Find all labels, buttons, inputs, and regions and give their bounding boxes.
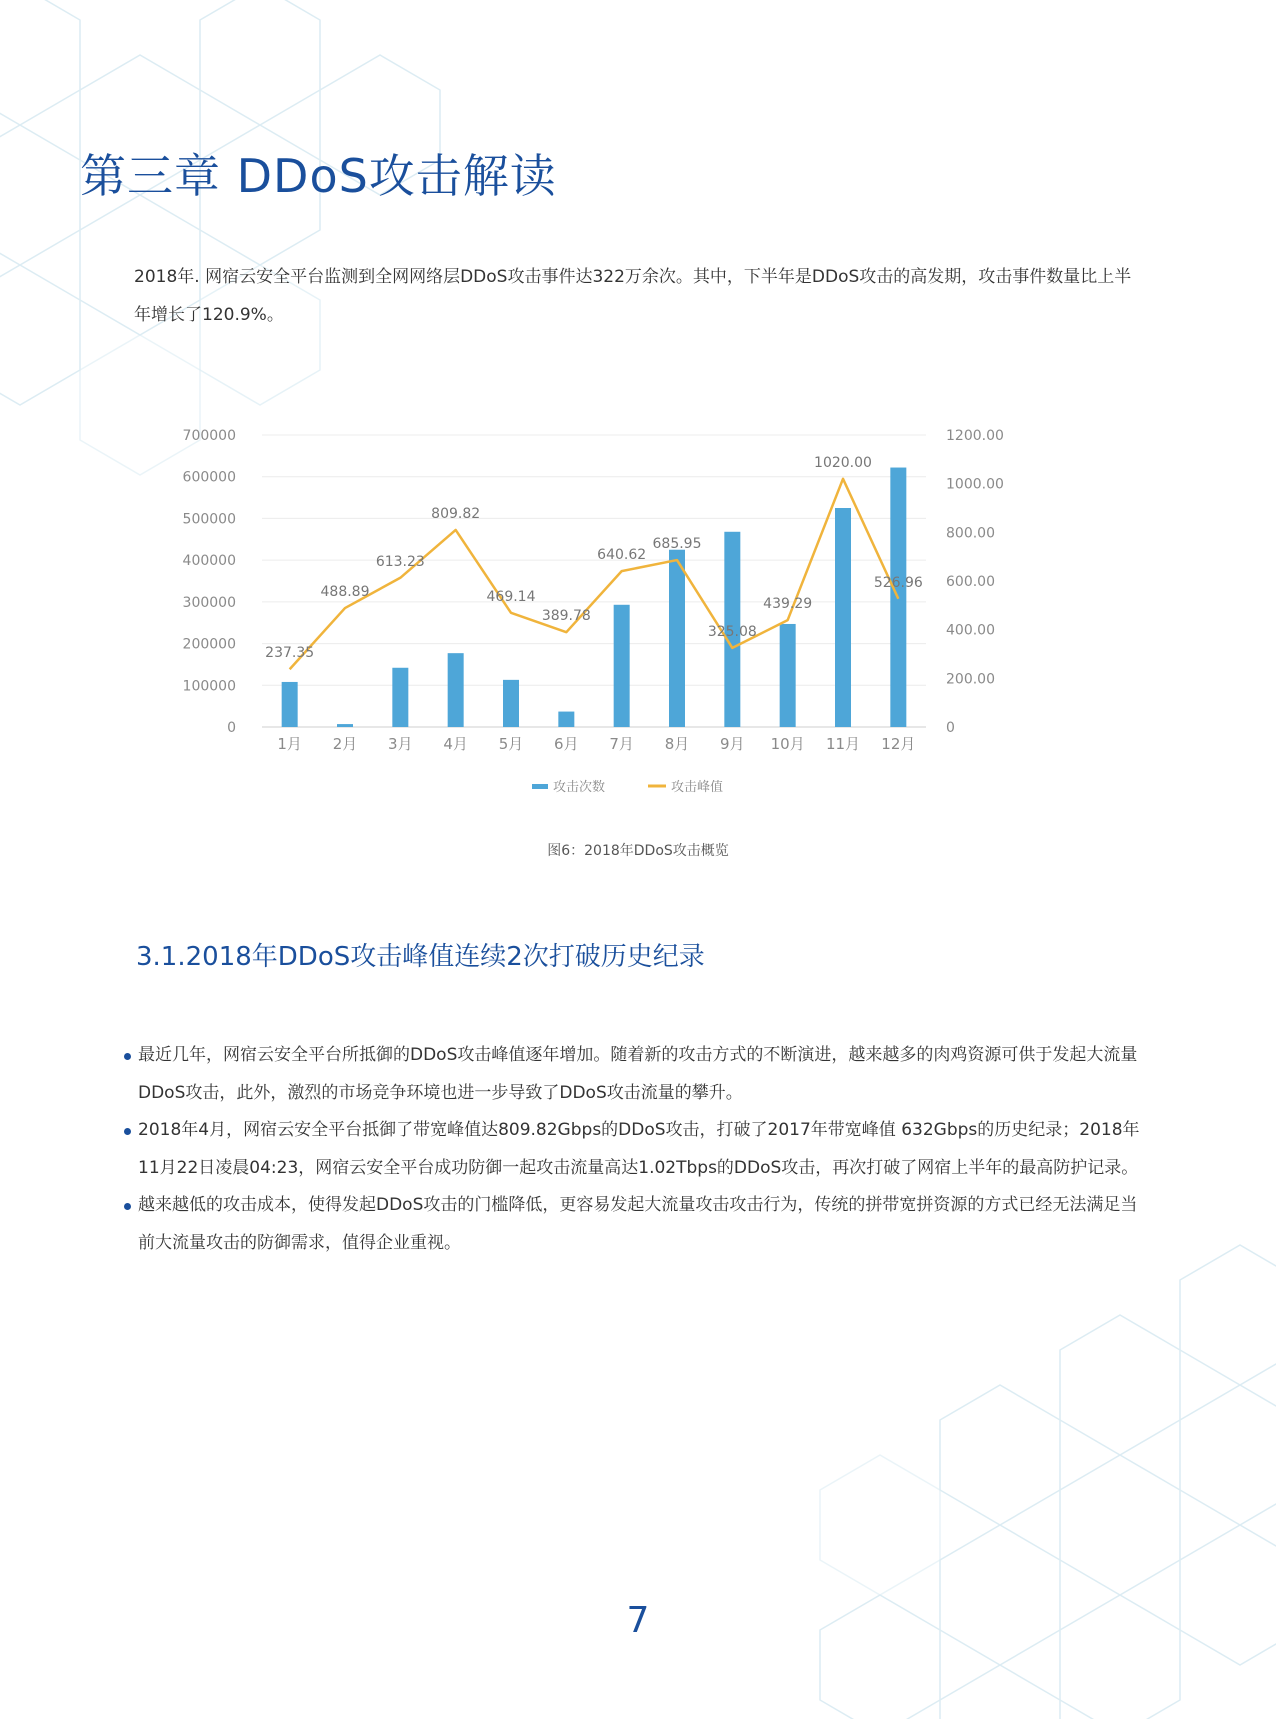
- right-tick-label: 200.00: [946, 671, 995, 688]
- left-tick-label: 600000: [182, 469, 236, 486]
- right-tick-label: 400.00: [946, 622, 995, 639]
- bar-11月: [835, 508, 851, 727]
- bar-4月: [448, 653, 464, 727]
- x-tick-label: 4月: [443, 735, 468, 753]
- data-label: 488.89: [320, 584, 370, 601]
- x-tick-label: 5月: [498, 735, 524, 753]
- x-tick-label: 8月: [664, 735, 690, 753]
- bullet-list: [124, 1037, 1144, 1262]
- data-label: 325.08: [707, 623, 757, 640]
- bullet-item: [124, 1112, 1144, 1187]
- right-tick-label: 1000.00: [946, 476, 1004, 493]
- left-tick-label: 0: [227, 720, 236, 736]
- left-tick-label: 400000: [182, 553, 236, 570]
- data-label: 613.23: [375, 553, 425, 570]
- x-tick-label: 1月: [277, 735, 302, 753]
- data-label: 237.35: [265, 645, 315, 662]
- x-tick-label: 2月: [332, 735, 358, 753]
- right-axis-ticks: [946, 428, 1004, 736]
- data-label: 685.95: [652, 536, 702, 553]
- data-label: 389.78: [541, 608, 591, 625]
- bullet-text: 越来越低的攻击成本，使得发起DDoS攻击的门槛降低，更容易发起大流量攻击攻击行为，传统的拼带宽拼资源的方式已经无法满足当前大流量攻击的防御需求，值得企业重视。: [138, 1195, 1138, 1253]
- left-tick-label: 500000: [182, 511, 236, 528]
- bullet-dot-icon: [124, 1128, 131, 1135]
- x-tick-label: 11月: [825, 735, 861, 753]
- bullet-item: [124, 1187, 1144, 1262]
- x-tick-label: 3月: [388, 735, 413, 753]
- bar-series-attack-count: [282, 468, 907, 727]
- intro-paragraph: 2018年. 网宿云安全平台监测到全网网络层DDoS攻击事件达322万余次。其中，下半年是DDoS攻击的高发期，攻击事件数量比上半年增长了120.9%。: [134, 267, 1132, 325]
- bullet-dot-icon: [124, 1053, 131, 1060]
- right-tick-label: 600.00: [946, 574, 995, 590]
- x-tick-label: 10月: [770, 735, 805, 753]
- left-tick-label: 300000: [182, 594, 236, 611]
- bar-5月: [503, 680, 519, 727]
- left-axis-ticks: [183, 428, 236, 736]
- legend-swatch-bar: [532, 784, 548, 789]
- x-tick-label: 6月: [554, 735, 579, 753]
- bar-10月: [780, 624, 796, 727]
- data-label: 640.62: [597, 547, 647, 564]
- data-label: 1020.00: [814, 454, 872, 471]
- bar-6月: [558, 712, 574, 727]
- left-tick-label: 100000: [182, 678, 236, 695]
- section-title: 3.1.2018年DDoS攻击峰值连续2次打破历史纪录: [136, 942, 705, 972]
- data-label: 526.96: [873, 574, 923, 591]
- figure-caption: 图6：2018年DDoS攻击概览: [547, 843, 729, 859]
- right-tick-label: 0: [946, 720, 955, 736]
- right-tick-label: 800.00: [946, 525, 995, 542]
- line-attack-peak: [290, 479, 899, 669]
- x-tick-label: 7月: [609, 735, 634, 753]
- legend-label-attack-peak: 攻击峰值: [671, 780, 724, 795]
- chart-gridlines: [262, 435, 926, 727]
- ddos-overview-chart: [180, 415, 1080, 815]
- x-axis-ticks: [277, 735, 915, 753]
- x-tick-label: 9月: [720, 735, 745, 753]
- bar-8月: [669, 550, 685, 727]
- chapter-title: 第三章 DDoS攻击解读: [80, 149, 557, 203]
- data-label: 809.82: [431, 505, 481, 522]
- data-label: 469.14: [486, 588, 536, 605]
- chart-legend: [532, 779, 723, 795]
- x-tick-label: 12月: [881, 735, 916, 753]
- bullet-dot-icon: [124, 1203, 131, 1210]
- data-label: 439.29: [763, 596, 813, 613]
- bullet-item: [124, 1037, 1144, 1112]
- page-number: 7: [626, 1600, 650, 1641]
- bullet-text: 最近几年，网宿云安全平台所抵御的DDoS攻击峰值逐年增加。随着新的攻击方式的不断演进，越来越多的肉鸡资源可供于发起大流量DDoS攻击，此外，激烈的市场竞争环境也进一步导致了DDoS攻击流量的攀升。: [138, 1045, 1138, 1103]
- chart-svg: [180, 415, 1080, 815]
- right-tick-label: 1200.00: [946, 428, 1004, 444]
- bar-2月: [337, 724, 353, 727]
- left-tick-label: 700000: [182, 428, 236, 444]
- bar-7月: [614, 605, 630, 727]
- legend-label-attack-count: 攻击次数: [553, 780, 606, 795]
- bar-3月: [392, 668, 408, 727]
- left-tick-label: 200000: [182, 636, 236, 653]
- bullet-text: 2018年4月，网宿云安全平台抵御了带宽峰值达809.82Gbps的DDoS攻击，打破了2017年带宽峰值 632Gbps的历史纪录；2018年11月22日凌晨04:23，网宿云安全平台成功防御一起攻击流量高达1.02Tbps的DDoS攻击，再次打破了网宿上半年的最高防护记录。: [138, 1120, 1140, 1178]
- line-series-attack-peak: [265, 455, 923, 670]
- bar-1月: [282, 682, 298, 727]
